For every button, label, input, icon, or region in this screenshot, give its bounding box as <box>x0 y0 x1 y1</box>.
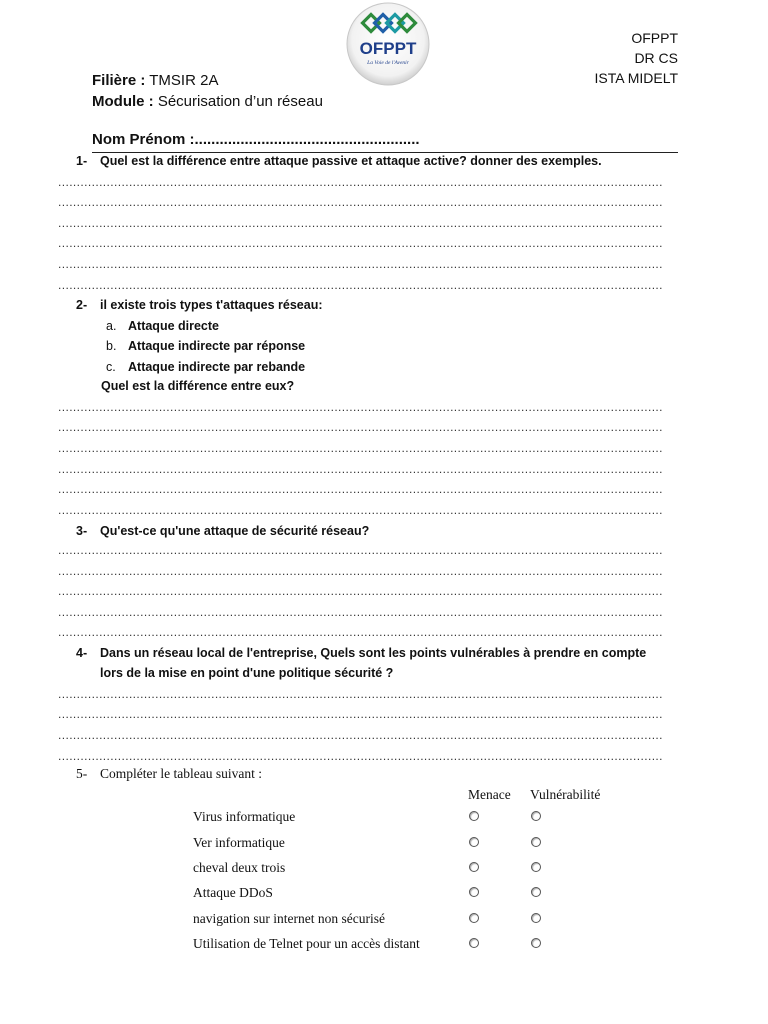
filiere-value: TMSIR 2A <box>149 72 219 89</box>
question-1-text: Quel est la différence entre attaque passive et attaque active? donner des exemples. <box>100 154 602 168</box>
course-info <box>92 70 323 112</box>
radio-menace[interactable] <box>469 837 479 847</box>
option-a: a. Attaque directe <box>106 319 219 333</box>
column-header-vulnerabilite: Vulnérabilité <box>530 787 601 802</box>
filiere-line: Filière : TMSIR 2A <box>92 72 219 89</box>
question-4-text-cont: lors de la mise en point d'une politique sécurité ? <box>100 666 394 680</box>
question-2-text: il existe trois types t'attaques réseau: <box>100 298 323 312</box>
answer-line[interactable]: .................................................................................................................................................................. <box>58 483 663 495</box>
radio-vulnerabilite[interactable] <box>531 837 541 847</box>
radio-vulnerabilite[interactable] <box>531 862 541 872</box>
question-5: 5- Compléter le tableau suivant : <box>76 766 262 781</box>
question-4: 4- Dans un réseau local de l'entreprise, Quels sont les points vulnérables à prendre en compte <box>76 646 647 660</box>
answer-line[interactable]: .................................................................................................................................................................. <box>58 237 663 249</box>
answer-line[interactable]: .................................................................................................................................................................. <box>58 729 663 741</box>
answer-line[interactable]: .................................................................................................................................................................. <box>58 217 663 229</box>
question-3: 3- Qu'est-ce qu'une attaque de sécurité réseau? <box>76 524 370 538</box>
table-row-label: Utilisation de Telnet pour un accès distant <box>193 936 420 951</box>
answer-line[interactable]: .................................................................................................................................................................. <box>58 606 663 618</box>
answer-line[interactable]: .................................................................................................................................................................. <box>58 442 663 454</box>
answer-line[interactable]: .................................................................................................................................................................. <box>58 750 663 762</box>
answer-line[interactable]: .................................................................................................................................................................. <box>58 258 663 270</box>
institution-line: ISTA MIDELT <box>594 70 678 86</box>
question-2: 2- il existe trois types t'attaques réseau: <box>76 298 323 312</box>
table-row-label: navigation sur internet non sécurisé <box>193 911 385 926</box>
answer-line[interactable]: .................................................................................................................................................................. <box>58 626 663 638</box>
radio-menace[interactable] <box>469 913 479 923</box>
answer-line[interactable]: .................................................................................................................................................................. <box>58 196 663 208</box>
question-1: 1- Quel est la différence entre attaque passive et attaque active? donner des exemples. <box>76 154 602 168</box>
question-3-text: Qu'est-ce qu'une attaque de sécurité réseau? <box>100 524 370 538</box>
answer-line[interactable]: .................................................................................................................................................................. <box>58 463 663 475</box>
answer-line[interactable]: .................................................................................................................................................................. <box>58 504 663 516</box>
answer-line[interactable]: .................................................................................................................................................................. <box>58 176 663 188</box>
answer-line[interactable]: .................................................................................................................................................................. <box>58 585 663 597</box>
option-c: c. Attaque indirecte par rebande <box>106 360 306 374</box>
institution-block <box>595 28 679 88</box>
table-row-label: Ver informatique <box>193 835 285 850</box>
table-row-label: Virus informatique <box>193 809 296 824</box>
module-value: Sécurisation d’un réseau <box>157 93 323 110</box>
radio-vulnerabilite[interactable] <box>531 938 541 948</box>
logo-text: OFPPT <box>359 39 417 58</box>
answer-line[interactable]: .................................................................................................................................................................. <box>58 708 663 720</box>
radio-menace[interactable] <box>469 862 479 872</box>
table-row-label: Attaque DDoS <box>193 885 273 900</box>
radio-menace[interactable] <box>469 811 479 821</box>
answer-line[interactable]: .................................................................................................................................................................. <box>58 279 663 291</box>
module-line: Module : Sécurisation d’un réseau <box>92 93 323 110</box>
question-4-text: Dans un réseau local de l'entreprise, Quels sont les points vulnérables à prendre en compte <box>100 646 647 660</box>
column-header-menace: Menace <box>468 787 511 802</box>
institution-line: OFPPT <box>631 30 678 46</box>
ofppt-logo <box>344 2 432 86</box>
answer-line[interactable]: .................................................................................................................................................................. <box>58 688 663 700</box>
institution-line: DR CS <box>634 50 678 66</box>
question-5-text: Compléter le tableau suivant : <box>100 766 262 781</box>
answer-line[interactable]: .................................................................................................................................................................. <box>58 401 663 413</box>
answer-line[interactable]: .................................................................................................................................................................. <box>58 544 663 556</box>
radio-vulnerabilite[interactable] <box>531 913 541 923</box>
radio-vulnerabilite[interactable] <box>531 811 541 821</box>
radio-menace[interactable] <box>469 938 479 948</box>
option-b: b. Attaque indirecte par réponse <box>106 339 306 353</box>
answer-line[interactable]: .................................................................................................................................................................. <box>58 421 663 433</box>
logo-tagline: La Voie de l'Avenir <box>367 60 409 66</box>
student-name-field[interactable]: Nom Prénom :...................................................... <box>92 131 420 148</box>
radio-menace[interactable] <box>469 887 479 897</box>
table-row-label: cheval deux trois <box>193 860 286 875</box>
question-2-followup: Quel est la différence entre eux? <box>101 379 295 393</box>
answer-line[interactable]: .................................................................................................................................................................. <box>58 565 663 577</box>
radio-vulnerabilite[interactable] <box>531 887 541 897</box>
